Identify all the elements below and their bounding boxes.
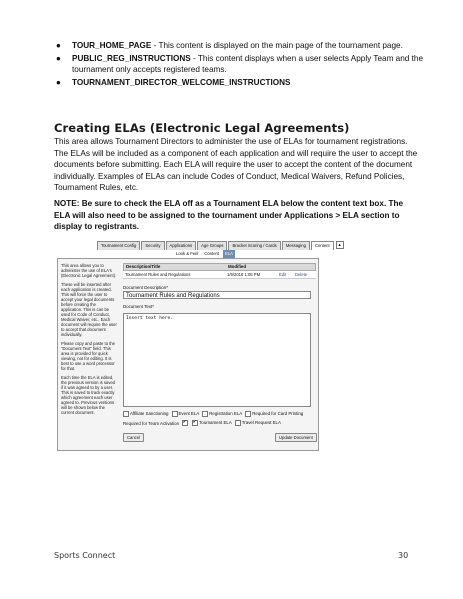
- bullet-icon: ●: [56, 53, 61, 63]
- table-header: [123, 263, 316, 271]
- doc-text-label: Document Text*: [123, 304, 154, 309]
- tab-messaging[interactable]: Messaging: [282, 241, 310, 250]
- checkbox-icon[interactable]: [235, 420, 241, 426]
- doc-description-label: Document Description*: [123, 285, 168, 290]
- checkbox-event-ela[interactable]: Event ELA: [172, 411, 200, 417]
- tab-bar: [97, 241, 344, 250]
- checkbox-affiliate[interactable]: Affiliate Sanctioning: [123, 411, 169, 417]
- help-paragraph: Please copy and paste to the "Document Text" field. This area is provided for quick viewing, not for editing. It is best to use a word processor for that.: [61, 341, 116, 371]
- delete-link[interactable]: Delete: [295, 272, 308, 277]
- section-heading: Creating ELAs (Electronic Legal Agreements): [54, 121, 350, 135]
- checkbox-team-activation[interactable]: [182, 420, 189, 426]
- checkbox-registration-ela[interactable]: Registration ELA: [202, 411, 242, 417]
- page-number: 30: [398, 551, 409, 560]
- ela-admin-screenshot: [57, 241, 342, 451]
- ela-table: [123, 263, 316, 279]
- tab-bracket-scoring[interactable]: Bracket Scoring / Cards: [228, 241, 280, 250]
- checkbox-travel-request-ela[interactable]: Travel Request ELA: [235, 420, 281, 426]
- checkbox-checked-icon[interactable]: [192, 420, 198, 426]
- tab-security[interactable]: Security: [141, 241, 164, 250]
- tab-content[interactable]: Content: [311, 241, 334, 250]
- checkbox-icon[interactable]: [245, 411, 251, 417]
- column-header-title: Description/Title: [126, 264, 161, 269]
- ela-activation-checkboxes: [123, 420, 281, 426]
- checkbox-checked-icon[interactable]: [182, 420, 188, 426]
- checkbox-icon[interactable]: [202, 411, 208, 417]
- checkbox-tournament-ela[interactable]: ✔ Tournament ELA: [192, 420, 232, 426]
- sub-navigation: [174, 250, 235, 258]
- checkbox-icon[interactable]: [172, 411, 178, 417]
- cancel-button[interactable]: Cancel: [123, 433, 144, 442]
- bullet-icon: ●: [56, 77, 61, 87]
- table-row: [123, 271, 316, 279]
- list-item: ● PUBLIC_REG_INSTRUCTIONS - This content displays when a user selects Apply Team and the tournament only accepts registered teams.: [56, 53, 423, 74]
- content-key-list: [54, 40, 424, 89]
- subnav-ela[interactable]: ELA: [225, 251, 233, 256]
- column-header-modified: Modified: [228, 264, 247, 269]
- ela-panel: [57, 258, 319, 451]
- help-text: [61, 263, 117, 419]
- tab-applications[interactable]: Applications: [166, 241, 197, 250]
- tab-age-groups[interactable]: Age Groups: [197, 241, 227, 250]
- checkbox-card-printing[interactable]: Required for Card Printing: [245, 411, 303, 417]
- bullet-icon: ●: [56, 41, 61, 50]
- footer-brand: Sports Connect: [54, 551, 116, 560]
- row-title: Tournament Rules and Regulations: [125, 272, 191, 277]
- subnav-look-feel[interactable]: Look & Feel: [176, 251, 199, 256]
- row-modified: 1/9/2018 1:05 PM: [227, 272, 261, 277]
- checkbox-icon[interactable]: [123, 411, 129, 417]
- tab-tournament-config[interactable]: Tournament Config: [97, 241, 140, 250]
- help-paragraph: This area allows you to administer the use of ELA's (Electronic Legal Agreement).: [61, 263, 117, 278]
- list-item: ● TOUR_HOME_PAGE - This content is displayed on the main page of the tournament page.: [56, 41, 403, 50]
- collapse-icon[interactable]: ▲: [336, 241, 344, 249]
- help-paragraph: These will be inserted after each application is created. This will force the user to accept your legal documents before creating the application. This is can be used for Code of Conduct, Medical Waiver, etc.. Each document will require the user to accept that document individually.: [61, 282, 117, 337]
- update-document-button[interactable]: Update Document: [275, 433, 317, 442]
- body-paragraph: This area allows Tournament Directors to administer the use of ELAs for tournament registrations. The ELAs will be included as a component of each application and will require the user to accept the documents before submitting. Each ELA will require the user to accept the content of the document individually. Examples of ELAs can include Codes of Conduct, Medical Waivers, Refund Policies, Tournament Rules, etc.: [54, 137, 418, 192]
- edit-link[interactable]: Edit: [279, 272, 287, 277]
- help-paragraph: Each time the ELA is edited, the previous version is saved if it was agreed to by a user. This is saved to track exactly which agreement each user agreed to. Previous versions will be shown below the current document.: [61, 375, 115, 415]
- team-activation-label: Required for Team Activation: [123, 420, 180, 426]
- note-paragraph: NOTE: Be sure to check the ELA off as a Tournament ELA below the content text box. The ELA will also need to be assigned to the tournament under Applications > ELA section to display to registrants.: [54, 199, 404, 231]
- ela-type-checkboxes: [123, 411, 303, 417]
- list-item: ● TOURNAMENT_DIRECTOR_WELCOME_INSTRUCTIONS: [56, 77, 291, 87]
- subnav-content[interactable]: Content: [204, 251, 220, 256]
- doc-text-area[interactable]: Insert text here.: [123, 313, 311, 407]
- doc-description-input[interactable]: Tournament Rules and Regulations: [123, 291, 311, 299]
